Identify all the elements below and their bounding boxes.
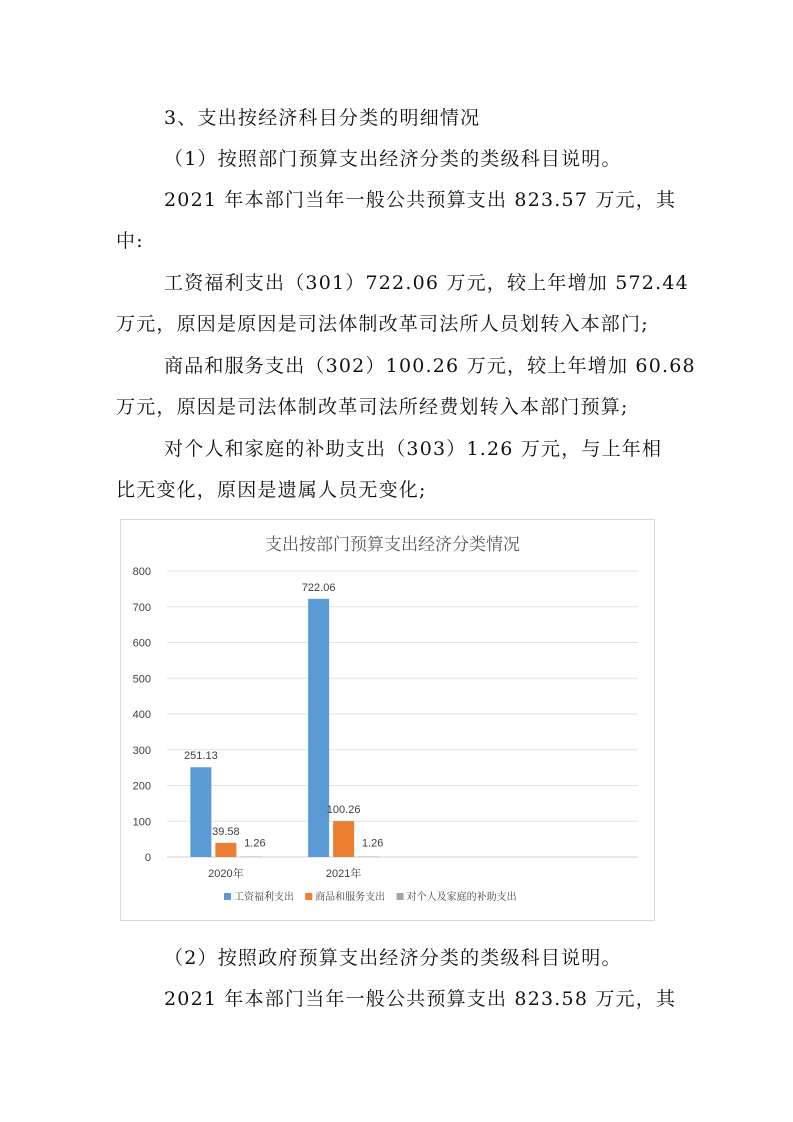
paragraph-line: 商品和服务支出（302）100.26 万元，较上年增加 60.68 — [164, 355, 696, 377]
y-tick-label: 400 — [132, 709, 151, 721]
subsection-heading-1: （1）按照部门预算支出经济分类的类级科目说明。 — [164, 148, 622, 170]
section-heading: 3、支出按经济科目分类的明细情况 — [164, 107, 481, 129]
data-label: 100.26 — [326, 804, 361, 817]
chart-frame — [120, 519, 655, 921]
paragraph-line: 万元，原因是司法体制改革司法所经费划转入本部门预算; — [116, 396, 629, 418]
paragraph-line: 中: — [116, 230, 144, 252]
bar — [308, 599, 329, 857]
y-tick-label: 500 — [132, 673, 151, 686]
y-tick-label: 600 — [132, 637, 151, 650]
paragraph-line: 2021 年本部门当年一般公共预算支出 823.57 万元，其 — [164, 189, 677, 211]
x-tick-label: 2020年 — [208, 868, 244, 880]
y-tick-label: 200 — [132, 780, 151, 793]
legend-label: 商品和服务支出 — [315, 892, 386, 903]
paragraph-line: 工资福利支出（301）722.06 万元，较上年增加 572.44 — [164, 272, 689, 294]
bar — [358, 857, 379, 858]
y-tick-label: 0 — [144, 852, 151, 864]
legend-swatch — [305, 893, 312, 900]
paragraph-line: 比无变化，原因是遗属人员无变化; — [116, 479, 427, 501]
data-label: 251.13 — [184, 750, 218, 763]
y-tick-label: 800 — [132, 566, 151, 578]
bar — [333, 821, 354, 857]
bar — [215, 843, 236, 857]
subsection-heading-2: （2）按照政府预算支出经济分类的类级科目说明。 — [164, 947, 622, 969]
legend-label: 对个人及家庭的补助支出 — [406, 892, 517, 903]
paragraph-line: 2021 年本部门当年一般公共预算支出 823.58 万元，其 — [164, 988, 677, 1010]
paragraph-line: 对个人和家庭的补助支出（303）1.26 万元，与上年相 — [164, 438, 663, 460]
data-label: 1.26 — [244, 837, 266, 850]
data-label: 1.26 — [361, 837, 384, 850]
chart-title: 支出按部门预算支出经济分类情况 — [265, 535, 520, 555]
economic-classification-chart — [121, 520, 654, 920]
y-tick-label: 700 — [132, 601, 151, 614]
data-label: 39.58 — [212, 825, 240, 838]
data-label: 722.06 — [301, 581, 336, 594]
legend-label: 工资福利支出 — [234, 892, 294, 903]
y-tick-label: 300 — [132, 744, 151, 757]
legend-swatch — [224, 893, 231, 900]
legend-swatch — [397, 893, 404, 900]
bar — [240, 857, 261, 858]
bar — [190, 767, 211, 857]
paragraph-line: 万元，原因是原因是司法体制改革司法所人员划转入本部门; — [116, 313, 649, 335]
x-tick-label: 2021年 — [325, 868, 362, 880]
y-tick-label: 100 — [132, 816, 151, 829]
